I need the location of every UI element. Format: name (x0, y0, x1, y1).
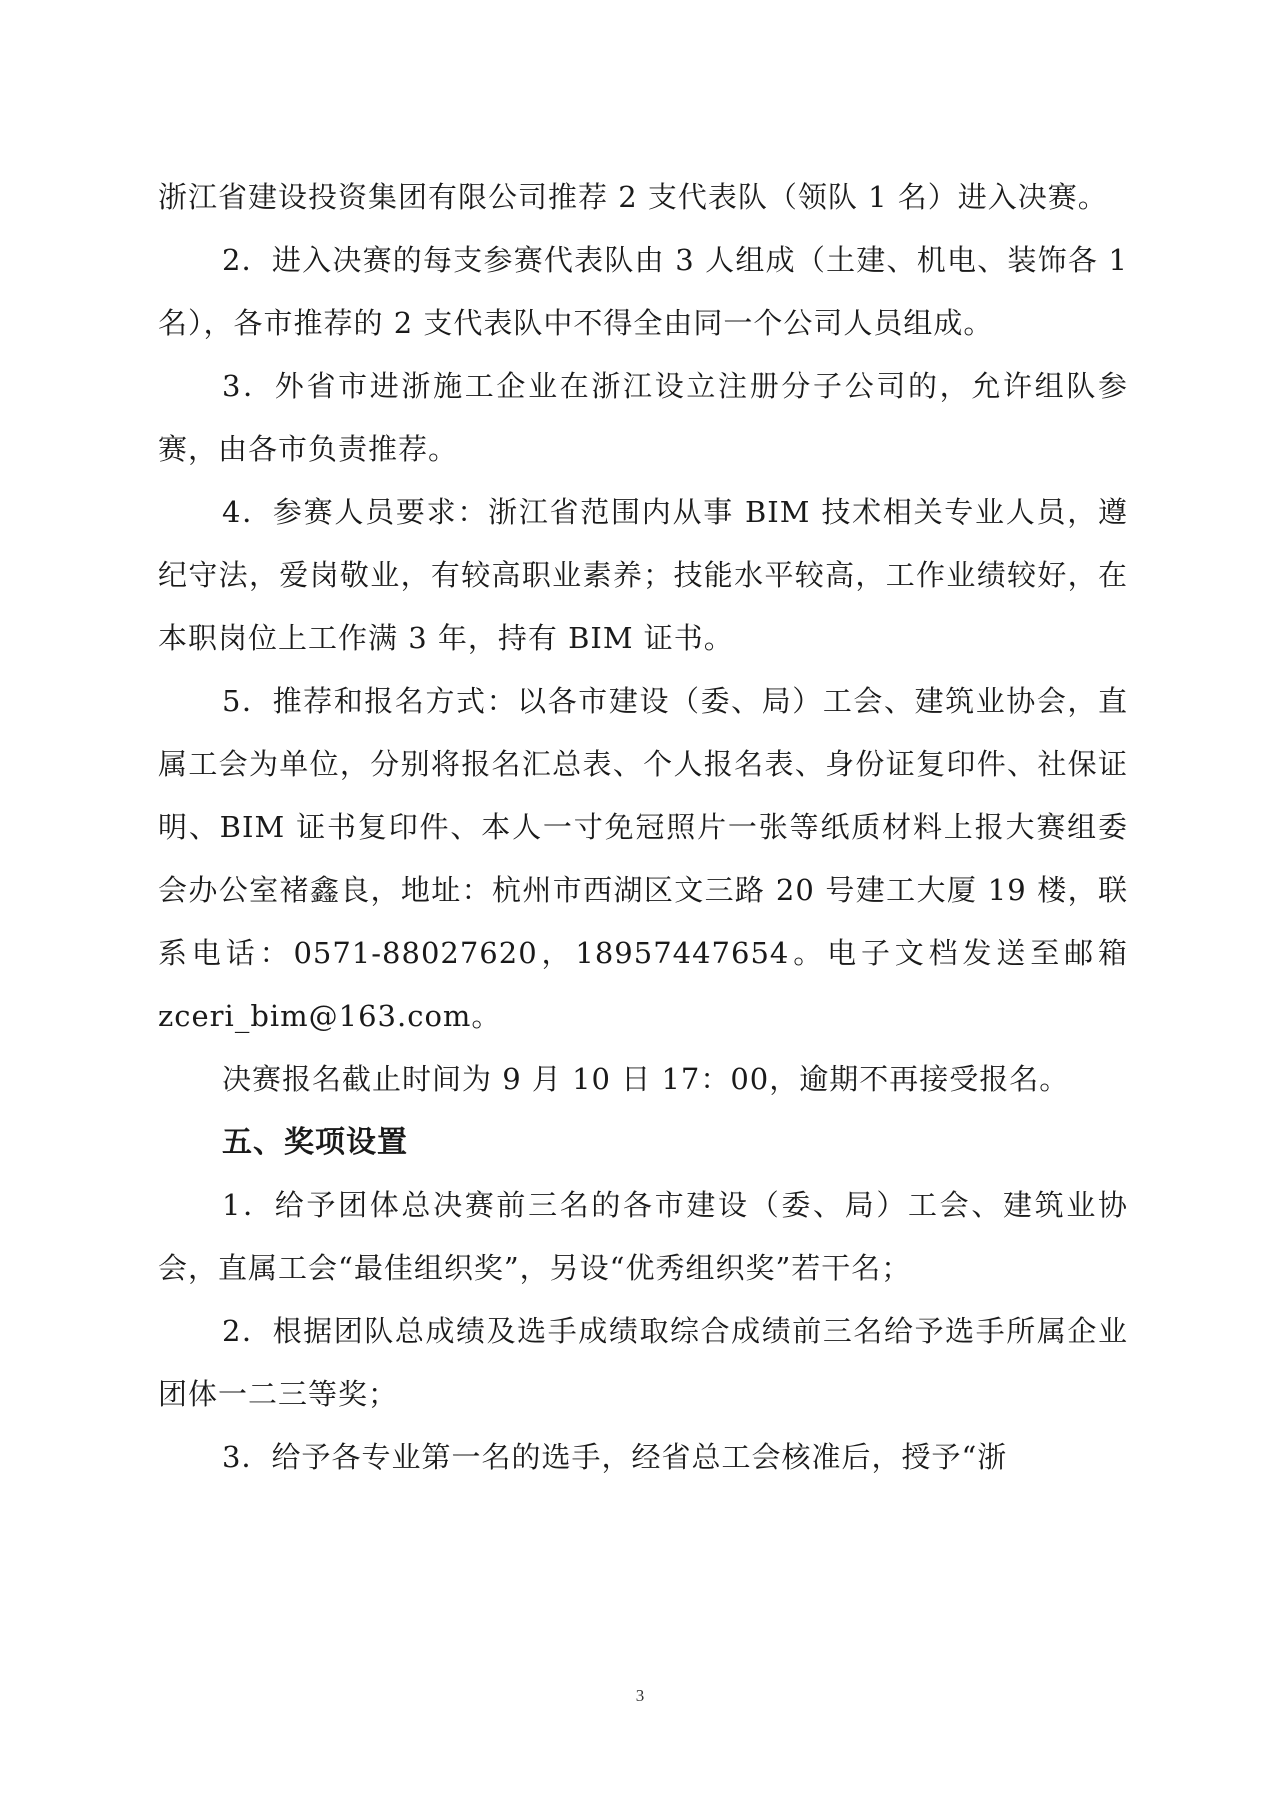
paragraph-team-composition: 2．进入决赛的每支参赛代表队由 3 人组成（土建、机电、装饰各 1 名），各市推荐的 2 支代表队中不得全由同一个公司人员组成。 (158, 243, 1128, 340)
paragraph-registration-method: 5．推荐和报名方式：以各市建设（委、局）工会、建筑业协会，直属工会为单位，分别将报名汇总表、个人报名表、身份证复印件、社保证明、BIM 证书复印件、本人一寸免冠照片一张等纸质材料上报大赛组委会办公室褚鑫良，地址：杭州市西湖区文三路 20 号建工大厦 19 楼，联系电话：0571-88027620，18957447654。电子文档发送至邮箱 zceri_bim@163.com。 (158, 684, 1128, 1033)
paragraph-award-organization: 1．给予团体总决赛前三名的各市建设（委、局）工会、建筑业协会，直属工会“最佳组织奖”，另设“优秀组织奖”若干名； (158, 1188, 1128, 1285)
paragraph-award-team: 2．根据团队总成绩及选手成绩取综合成绩前三名给予选手所属企业团体一二三等奖； (158, 1314, 1128, 1411)
paragraph-award-individual: 3．给予各专业第一名的选手，经省总工会核准后，授予“浙 (222, 1440, 1008, 1474)
paragraph-out-of-province: 3．外省市进浙施工企业在浙江设立注册分子公司的，允许组队参赛，由各市负责推荐。 (158, 369, 1128, 466)
page-number: 3 (635, 1686, 645, 1705)
paragraph-continuation: 浙江省建设投资集团有限公司推荐 2 支代表队（领队 1 名）进入决赛。 (158, 180, 1108, 214)
paragraph-participant-requirements: 4．参赛人员要求：浙江省范围内从事 BIM 技术相关专业人员，遵纪守法，爱岗敬业，有较高职业素养；技能水平较高，工作业绩较好，在本职岗位上工作满 3 年，持有 BIM 证书。 (158, 495, 1128, 655)
section-heading-awards: 五、奖项设置 (222, 1125, 408, 1160)
document-body (158, 166, 1128, 1489)
paragraph-registration-deadline: 决赛报名截止时间为 9 月 10 日 17：00，逾期不再接受报名。 (222, 1062, 1070, 1096)
